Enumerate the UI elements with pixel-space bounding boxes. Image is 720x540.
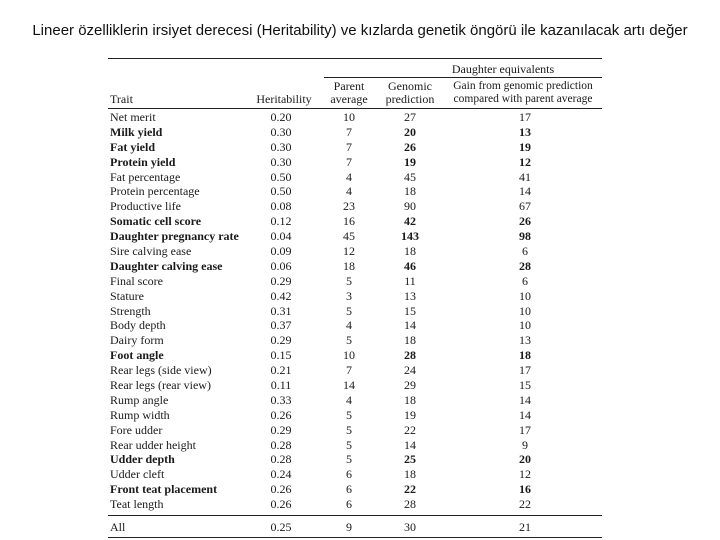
- cell-genomic-prediction: 22: [404, 482, 416, 497]
- cell-heritability: 0.29: [270, 273, 292, 288]
- cell-parent-average: 7: [346, 139, 352, 154]
- table-row: [108, 155, 602, 170]
- cell-trait: Fat percentage: [110, 169, 181, 184]
- cell-heritability: 0.06: [270, 258, 292, 273]
- cell-trait: Foot angle: [110, 348, 164, 363]
- cell-gain: 22: [519, 497, 531, 512]
- slide-title: Lineer özelliklerin irsiyet derecesi (Heritability) ve kızlarda genetik öngörü ile kazanılacak artı değer: [32, 22, 688, 39]
- cell-gain: 6: [522, 273, 528, 288]
- table-row: [108, 110, 602, 125]
- group-rule: [324, 77, 602, 78]
- table-top-rule: [108, 58, 602, 59]
- cell-gain: 18: [519, 348, 531, 363]
- cell-trait: Fat yield: [110, 139, 155, 154]
- cell-gain: 28: [519, 258, 531, 273]
- cell-trait: Rump angle: [110, 392, 169, 407]
- header-parent-line2: average: [330, 92, 368, 106]
- table-row: [108, 140, 602, 155]
- cell-heritability: 0.24: [270, 467, 292, 482]
- cell-trait: Stature: [110, 288, 144, 303]
- cell-gain: 13: [519, 124, 531, 139]
- cell-parent-average: 4: [346, 392, 352, 407]
- cell-heritability: 0.20: [270, 110, 292, 124]
- cell-gain: 20: [519, 452, 531, 467]
- cell-heritability: 0.50: [270, 184, 292, 199]
- table-row: [108, 497, 602, 512]
- cell-parent-average: 5: [346, 422, 352, 437]
- cell-gain: 17: [519, 363, 531, 378]
- cell-trait: Fore udder: [110, 422, 163, 437]
- cell-genomic-prediction: 18: [404, 184, 416, 199]
- cell-gain: 12: [519, 467, 531, 482]
- cell-heritability: 0.30: [270, 124, 292, 139]
- cell-parent-average: 10: [343, 348, 355, 363]
- table-bottom-rule: [108, 537, 602, 538]
- cell-heritability: 0.25: [270, 520, 292, 535]
- cell-heritability: 0.28: [270, 437, 292, 452]
- cell-heritability: 0.37: [270, 318, 292, 333]
- cell-genomic-prediction: 19: [404, 154, 416, 169]
- cell-gain: 6: [522, 244, 528, 259]
- cell-genomic-prediction: 13: [404, 288, 416, 303]
- cell-gain: 12: [519, 154, 531, 169]
- header-genomic-line2: prediction: [385, 92, 435, 106]
- cell-genomic-prediction: 42: [404, 214, 416, 229]
- cell-genomic-prediction: 18: [404, 244, 416, 259]
- cell-gain: 41: [519, 169, 531, 184]
- cell-heritability: 0.21: [270, 363, 292, 378]
- cell-trait: Front teat placement: [110, 482, 218, 497]
- cell-parent-average: 4: [346, 318, 352, 333]
- table-row: [108, 393, 602, 408]
- cell-gain: 14: [519, 407, 531, 422]
- group-header: Daughter equivalents: [451, 62, 555, 76]
- cell-parent-average: 5: [346, 437, 352, 452]
- cell-parent-average: 45: [343, 229, 355, 244]
- cell-genomic-prediction: 28: [404, 497, 416, 512]
- cell-heritability: 0.31: [270, 303, 292, 318]
- cell-gain: 10: [519, 303, 531, 318]
- cell-parent-average: 6: [346, 467, 352, 482]
- cell-genomic-prediction: 26: [404, 139, 416, 154]
- table-row: [108, 170, 602, 185]
- cell-genomic-prediction: 14: [404, 318, 416, 333]
- cell-heritability: 0.29: [270, 333, 292, 348]
- cell-heritability: 0.50: [270, 169, 292, 184]
- header-gain-line2: compared with parent average: [453, 93, 593, 105]
- cell-heritability: 0.26: [270, 482, 292, 497]
- cell-genomic-prediction: 25: [404, 452, 416, 467]
- cell-trait: Milk yield: [110, 124, 163, 139]
- cell-gain: 21: [519, 520, 531, 535]
- cell-trait: Protein yield: [110, 154, 176, 169]
- cell-gain: 15: [519, 378, 531, 393]
- table-row: [108, 244, 602, 259]
- table-row: [108, 259, 602, 274]
- cell-heritability: 0.30: [270, 154, 292, 169]
- cell-heritability: 0.26: [270, 407, 292, 422]
- cell-parent-average: 12: [343, 244, 355, 259]
- cell-trait: Teat length: [110, 497, 164, 512]
- cell-heritability: 0.42: [270, 288, 292, 303]
- cell-heritability: 0.09: [270, 244, 292, 259]
- cell-parent-average: 7: [346, 124, 352, 139]
- table-row: [108, 199, 602, 214]
- cell-parent-average: 18: [343, 258, 355, 273]
- cell-parent-average: 6: [346, 482, 352, 497]
- cell-trait: Rump width: [110, 407, 170, 422]
- cell-parent-average: 6: [346, 497, 352, 512]
- cell-parent-average: 7: [346, 154, 352, 169]
- table-row: [108, 408, 602, 423]
- cell-genomic-prediction: 30: [404, 520, 416, 535]
- cell-genomic-prediction: 24: [404, 363, 416, 378]
- table-row: [108, 333, 602, 348]
- table-row: [108, 378, 602, 393]
- cell-heritability: 0.29: [270, 422, 292, 437]
- cell-trait: Body depth: [110, 318, 166, 333]
- total-rule: [108, 515, 602, 516]
- cell-trait: Rear legs (rear view): [110, 378, 211, 393]
- cell-genomic-prediction: 28: [404, 348, 416, 363]
- cell-parent-average: 3: [346, 288, 352, 303]
- cell-trait: Somatic cell score: [110, 214, 202, 229]
- cell-gain: 10: [519, 318, 531, 333]
- cell-trait: All: [110, 520, 126, 535]
- cell-heritability: 0.12: [270, 214, 292, 229]
- table-row: [108, 304, 602, 319]
- cell-gain: 19: [519, 139, 531, 154]
- cell-genomic-prediction: 20: [404, 124, 416, 139]
- table-row: [108, 229, 602, 244]
- cell-heritability: 0.04: [270, 229, 292, 244]
- cell-heritability: 0.28: [270, 452, 292, 467]
- table-row: [108, 274, 602, 289]
- cell-parent-average: 5: [346, 303, 352, 318]
- table-row: [108, 452, 602, 467]
- cell-genomic-prediction: 45: [404, 169, 416, 184]
- cell-gain: 26: [519, 214, 531, 229]
- cell-parent-average: 5: [346, 333, 352, 348]
- cell-gain: 17: [519, 422, 531, 437]
- header-gain-line1: Gain from genomic prediction: [453, 80, 593, 92]
- cell-heritability: 0.08: [270, 199, 292, 214]
- cell-genomic-prediction: 90: [404, 199, 416, 214]
- cell-parent-average: 14: [343, 378, 355, 393]
- cell-heritability: 0.26: [270, 497, 292, 512]
- header-trait: Trait: [110, 92, 133, 106]
- cell-trait: Strength: [110, 303, 151, 318]
- cell-parent-average: 5: [346, 407, 352, 422]
- cell-parent-average: 5: [346, 273, 352, 288]
- cell-parent-average: 9: [346, 520, 352, 535]
- cell-genomic-prediction: 15: [404, 303, 416, 318]
- header-parent-line1: Parent: [333, 79, 365, 93]
- cell-genomic-prediction: 18: [404, 467, 416, 482]
- cell-trait: Productive life: [110, 199, 181, 214]
- cell-genomic-prediction: 143: [401, 229, 419, 244]
- cell-parent-average: 7: [346, 363, 352, 378]
- cell-parent-average: 23: [343, 199, 355, 214]
- header-genomic-line1: Genomic: [388, 79, 432, 93]
- cell-gain: 17: [519, 110, 531, 124]
- cell-parent-average: 5: [346, 452, 352, 467]
- cell-trait: Daughter calving ease: [110, 258, 223, 273]
- header-parent-average: [324, 80, 374, 106]
- cell-trait: Dairy form: [110, 333, 164, 348]
- cell-parent-average: 4: [346, 169, 352, 184]
- table-row: [108, 423, 602, 438]
- cell-gain: 16: [519, 482, 531, 497]
- table-row: [108, 438, 602, 453]
- cell-parent-average: 16: [343, 214, 355, 229]
- cell-genomic-prediction: 46: [404, 258, 416, 273]
- cell-gain: 10: [519, 288, 531, 303]
- header-gain: [444, 80, 602, 106]
- cell-heritability: 0.15: [270, 348, 292, 363]
- cell-heritability: 0.11: [270, 378, 292, 393]
- cell-genomic-prediction: 18: [404, 392, 416, 407]
- cell-trait: Daughter pregnancy rate: [110, 229, 239, 244]
- cell-genomic-prediction: 19: [404, 407, 416, 422]
- header-heritability: Heritability: [256, 92, 312, 106]
- table-row: [108, 125, 602, 140]
- cell-parent-average: 4: [346, 184, 352, 199]
- table-row-total: [108, 520, 602, 535]
- cell-heritability: 0.33: [270, 392, 292, 407]
- table-row: [108, 318, 602, 333]
- cell-heritability: 0.30: [270, 139, 292, 154]
- cell-trait: Rear legs (side view): [110, 363, 212, 378]
- cell-trait: Udder cleft: [110, 467, 165, 482]
- cell-gain: 98: [519, 229, 531, 244]
- cell-gain: 9: [522, 437, 528, 452]
- cell-gain: 14: [519, 184, 531, 199]
- cell-gain: 67: [519, 199, 531, 214]
- cell-genomic-prediction: 29: [404, 378, 416, 393]
- header-genomic-prediction: [380, 80, 440, 106]
- table-row: [108, 348, 602, 363]
- table-row: [108, 467, 602, 482]
- cell-trait: Udder depth: [110, 452, 175, 467]
- cell-genomic-prediction: 14: [404, 437, 416, 452]
- cell-gain: 13: [519, 333, 531, 348]
- cell-trait: Net merit: [110, 110, 156, 124]
- table-row: [108, 482, 602, 497]
- cell-trait: Rear udder height: [110, 437, 196, 452]
- table-row: [108, 363, 602, 378]
- cell-trait: Final score: [110, 273, 163, 288]
- cell-gain: 14: [519, 392, 531, 407]
- header-bottom-rule: [108, 108, 602, 109]
- cell-parent-average: 10: [343, 110, 355, 124]
- table-row: [108, 184, 602, 199]
- cell-genomic-prediction: 18: [404, 333, 416, 348]
- cell-trait: Sire calving ease: [110, 244, 192, 259]
- cell-genomic-prediction: 27: [404, 110, 416, 124]
- table-row: [108, 289, 602, 304]
- cell-trait: Protein percentage: [110, 184, 200, 199]
- cell-genomic-prediction: 22: [404, 422, 416, 437]
- cell-genomic-prediction: 11: [404, 273, 416, 288]
- table-row: [108, 214, 602, 229]
- table-body: [108, 110, 602, 538]
